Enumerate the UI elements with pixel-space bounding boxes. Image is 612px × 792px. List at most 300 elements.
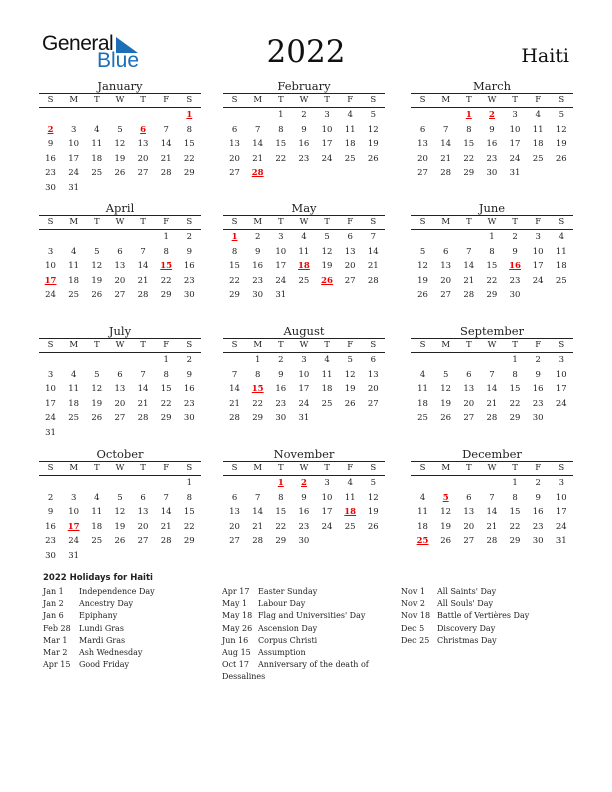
day-cell: 26 [440,536,452,547]
week-row [411,520,573,535]
holiday-day-cell: 2 [300,478,307,488]
day-cell: 20 [114,398,126,409]
week-row [223,166,385,181]
weekday-label: T [140,463,146,473]
day-cell: 24 [555,521,567,532]
day-cell: 24 [321,521,333,532]
weekday-label: W [115,463,125,473]
day-cell: 18 [91,153,103,164]
day-cell: 3 [512,110,518,120]
day-cell: 9 [47,507,54,518]
month-march [411,79,573,181]
weekday-label: S [186,463,193,473]
weekday-label: M [253,463,263,473]
day-cell: 25 [555,275,567,286]
week-row [411,382,573,397]
day-cell: 23 [45,536,56,547]
day-cell: 10 [68,507,80,518]
day-cell: 8 [466,124,472,135]
week-row [39,274,201,289]
day-cell: 15 [183,139,195,150]
holiday-date: Mar 1 [43,635,68,645]
week-row [411,108,573,123]
day-cell [132,476,155,491]
day-cell: 17 [532,261,544,272]
holiday-day-cell: 18 [298,261,310,272]
day-cell: 6 [442,246,449,257]
day-cell [108,108,131,123]
day-cell: 14 [137,384,149,395]
day-cell: 7 [254,492,261,503]
day-cell [132,353,155,368]
day-cell: 30 [275,413,287,424]
weekday-label: M [69,340,79,350]
holiday-day-cell: 28 [251,168,264,179]
holiday-date: Feb 28 [43,623,71,633]
day-cell: 20 [463,398,475,409]
weekday-label: T [277,217,284,227]
day-cell: 21 [463,275,475,286]
day-cell: 27 [344,275,356,286]
day-cell: 22 [183,153,195,164]
month-may [223,201,385,303]
weekday-label: T [512,95,518,105]
holiday-date: Dec 5 [401,623,425,633]
day-cell: 7 [466,246,472,257]
day-cell: 23 [532,398,544,409]
day-cell: 19 [114,153,126,164]
day-cell: 18 [417,398,428,409]
holiday-day-cell: 18 [344,507,357,518]
weekday-header [223,93,385,108]
day-cell: 29 [160,290,172,301]
month-title: April [105,201,135,215]
holiday-day-cell: 2 [488,110,495,120]
day-cell: 27 [137,536,149,547]
day-cell: 5 [94,369,100,380]
day-cell [457,476,480,491]
holiday-date: Jan 6 [43,611,64,621]
holiday-day-cell: 26 [321,275,333,286]
week-row [39,259,201,274]
week-row [223,491,385,506]
day-cell: 13 [440,261,452,272]
day-cell [85,476,108,491]
day-cell: 25 [91,536,103,547]
day-cell: 25 [68,290,80,301]
day-cell: 27 [114,413,126,424]
day-cell: 27 [440,290,452,301]
day-cell [480,476,503,491]
day-cell: 16 [532,507,544,518]
week-row [39,520,201,535]
day-cell: 10 [45,384,56,395]
day-cell: 13 [229,507,240,518]
day-cell: 12 [555,124,567,135]
day-cell [155,108,178,123]
day-cell: 14 [486,384,498,395]
day-cell: 12 [417,261,428,272]
day-cell: 9 [489,124,495,135]
weekday-label: S [186,95,193,105]
month-title: July [108,324,132,338]
day-cell: 15 [275,139,287,150]
weekday-label: T [465,217,472,227]
weekday-label: S [370,95,377,105]
day-cell: 16 [275,384,287,395]
day-cell: 16 [45,521,56,532]
day-cell: 28 [440,168,452,179]
day-cell: 23 [486,153,498,164]
week-row [411,476,573,491]
holiday-name: Christmas Day [437,635,497,645]
day-cell: 27 [114,290,126,301]
holiday-day-cell: 25 [416,536,429,547]
day-cell: 15 [275,507,287,518]
day-cell: 29 [509,536,521,547]
weekday-label: S [231,340,238,350]
weekday-label: S [186,340,193,350]
month-title: October [96,447,144,461]
day-cell [85,108,108,123]
weekday-label: T [140,340,146,350]
day-cell: 11 [298,246,310,257]
week-row [223,274,385,289]
day-cell: 9 [254,246,261,257]
day-cell: 3 [324,110,330,120]
weekday-label: T [93,95,100,105]
day-cell: 20 [229,521,240,532]
day-cell: 6 [117,246,123,257]
month-february [223,79,385,181]
day-cell: 26 [114,168,126,179]
day-cell: 24 [509,153,521,164]
day-cell: 28 [137,290,149,301]
day-cell [527,166,550,181]
month-title: November [273,447,335,461]
day-cell: 28 [229,413,240,424]
holiday-date: Dec 25 [401,635,430,645]
day-cell: 23 [45,168,56,179]
day-cell: 9 [512,246,518,257]
day-cell: 26 [417,290,428,301]
day-cell: 12 [114,139,126,150]
day-cell: 13 [229,139,240,150]
day-cell: 3 [70,492,77,503]
day-cell [223,108,246,123]
week-row [223,476,385,491]
day-cell [434,476,457,491]
day-cell: 3 [70,124,77,135]
day-cell: 10 [532,246,544,257]
day-cell: 5 [442,369,449,380]
week-row [39,166,201,181]
day-cell: 29 [486,290,498,301]
day-cell: 16 [298,507,310,518]
day-cell: 10 [555,369,567,380]
day-cell: 1 [278,110,284,120]
day-cell [480,353,503,368]
day-cell: 29 [229,290,240,301]
day-cell: 6 [466,369,472,380]
day-cell: 9 [186,246,193,257]
day-cell: 4 [535,110,541,120]
day-cell: 12 [91,261,103,272]
day-cell: 24 [298,398,310,409]
logo-text-general: General [42,32,114,55]
day-cell [62,426,85,441]
day-cell: 21 [367,261,379,272]
day-cell [108,549,131,564]
weekday-label: W [487,217,497,227]
day-cell: 18 [68,275,80,286]
weekday-label: S [47,217,54,227]
day-cell: 24 [275,275,287,286]
day-cell [132,549,155,564]
day-cell: 20 [367,384,379,395]
day-cell: 18 [532,139,544,150]
week-row [223,411,385,426]
day-cell: 21 [137,275,149,286]
day-cell: 29 [509,413,521,424]
weekday-label: S [558,340,565,350]
day-cell: 20 [229,153,240,164]
month-title: May [291,201,317,215]
day-cell: 11 [555,246,567,257]
day-cell: 18 [321,384,333,395]
day-cell: 1 [186,478,193,488]
day-cell: 30 [45,182,56,193]
day-cell: 31 [509,168,521,179]
day-cell [108,476,131,491]
month-title: March [473,79,511,93]
week-row [39,368,201,383]
week-row [223,397,385,412]
day-cell: 19 [440,398,452,409]
day-cell: 9 [301,124,307,135]
day-cell: 19 [367,139,379,150]
day-cell: 18 [68,398,80,409]
day-cell: 24 [555,398,567,409]
holiday-name: Ash Wednesday [79,647,143,657]
weekday-label: W [299,217,309,227]
weekday-label: T [465,95,472,105]
month-april [39,201,201,303]
day-cell [108,426,131,441]
day-cell: 19 [440,521,452,532]
weekday-label: T [277,463,284,473]
holiday-date: May 18 [222,611,253,621]
holiday-day-cell: 6 [140,124,147,135]
holiday-day-cell: 5 [442,492,449,503]
day-cell: 15 [229,261,240,272]
holiday-date: Apr 15 [43,660,71,670]
day-cell [339,288,362,303]
holiday-name: Battle of Vertières Day [437,611,530,621]
week-row [223,245,385,260]
day-cell [39,353,62,368]
day-cell: 9 [301,492,307,503]
day-cell: 25 [344,521,356,532]
day-cell: 17 [68,153,80,164]
day-cell [550,411,573,426]
week-row [39,108,201,123]
weekday-header [411,215,573,230]
day-cell: 22 [183,521,195,532]
week-row [223,520,385,535]
weekday-label: T [277,340,284,350]
day-cell [85,549,108,564]
day-cell: 25 [91,168,103,179]
day-cell [411,353,434,368]
day-cell: 20 [417,153,428,164]
holiday-name: Assumption [258,647,306,657]
day-cell: 10 [298,369,310,380]
day-cell: 7 [163,492,169,503]
weekday-label: F [163,463,170,473]
weekday-label: F [163,217,170,227]
day-cell: 27 [229,168,240,179]
day-cell: 10 [275,246,287,257]
day-cell: 13 [417,139,428,150]
weekday-label: M [69,217,79,227]
day-cell: 15 [463,139,475,150]
weekday-label: S [419,95,426,105]
day-cell: 10 [45,261,56,272]
day-cell [434,353,457,368]
weekday-label: S [47,463,54,473]
day-cell: 3 [558,478,565,488]
weekday-label: S [370,340,377,350]
month-january [39,79,201,196]
day-cell: 30 [486,168,498,179]
day-cell: 20 [137,521,149,532]
week-row [411,505,573,520]
day-cell: 8 [186,124,193,135]
day-cell: 21 [486,521,498,532]
week-row [39,137,201,152]
day-cell: 15 [486,261,498,272]
weekday-label: F [347,95,354,105]
day-cell: 29 [160,413,172,424]
day-cell: 13 [137,507,149,518]
weekday-label: T [324,95,330,105]
month-title: February [277,79,331,93]
day-cell: 18 [555,261,567,272]
day-cell: 30 [183,290,195,301]
day-cell: 2 [278,355,284,365]
day-cell: 16 [183,384,195,395]
weekday-label: F [535,463,542,473]
day-cell: 7 [163,124,169,135]
day-cell: 8 [163,246,169,257]
day-cell: 9 [278,369,284,380]
week-row [223,368,385,383]
weekday-label: S [370,217,377,227]
day-cell [62,353,85,368]
day-cell [155,426,178,441]
day-cell: 8 [489,246,495,257]
day-cell: 19 [321,261,333,272]
day-cell: 16 [298,139,310,150]
week-row [39,230,201,245]
holidays-title: 2022 Holidays for Haiti [43,573,153,583]
week-row [39,152,201,167]
day-cell [85,353,108,368]
day-cell: 6 [370,355,377,365]
day-cell: 11 [321,369,333,380]
weekday-label: T [93,463,100,473]
day-cell [362,288,385,303]
day-cell: 24 [68,536,80,547]
day-cell: 22 [229,275,240,286]
day-cell: 6 [117,369,123,380]
day-cell: 7 [442,124,449,135]
day-cell: 30 [532,413,544,424]
day-cell [434,108,457,123]
week-row [39,534,201,549]
day-cell: 14 [440,139,452,150]
day-cell: 11 [68,384,80,395]
day-cell: 27 [229,536,240,547]
day-cell: 11 [532,124,544,135]
day-cell: 18 [417,521,428,532]
day-cell: 4 [419,369,426,380]
week-row [411,123,573,138]
week-row [223,123,385,138]
weekday-label: W [115,95,125,105]
day-cell: 16 [486,139,498,150]
day-cell: 10 [68,139,80,150]
weekday-header [39,93,201,108]
holiday-date: Mar 2 [43,647,68,657]
day-cell: 27 [137,168,149,179]
day-cell: 20 [440,275,452,286]
day-cell [339,166,362,181]
week-row [39,505,201,520]
day-cell: 21 [137,398,149,409]
weekday-label: T [512,217,518,227]
weekday-header [223,338,385,353]
weekday-header [223,461,385,476]
day-cell: 5 [558,110,565,120]
day-cell: 3 [47,369,54,380]
day-cell [457,230,480,245]
weekday-label: F [535,95,542,105]
weekday-label: S [558,95,565,105]
day-cell [246,476,269,491]
holiday-day-cell: 17 [44,275,57,286]
day-cell: 14 [137,261,149,272]
day-cell: 3 [558,355,565,365]
day-cell: 29 [252,413,264,424]
day-cell: 30 [252,290,264,301]
week-row [39,288,201,303]
weekday-label: F [163,340,170,350]
weekday-label: W [115,217,125,227]
day-cell [132,230,155,245]
day-cell: 16 [252,261,264,272]
day-cell: 5 [347,355,353,365]
holiday-day-cell: 15 [160,261,173,272]
day-cell: 15 [183,507,195,518]
day-cell: 26 [555,153,567,164]
week-row [223,382,385,397]
day-cell: 13 [367,369,379,380]
day-cell [39,476,62,491]
day-cell: 11 [417,384,428,395]
weekday-label: W [299,95,309,105]
